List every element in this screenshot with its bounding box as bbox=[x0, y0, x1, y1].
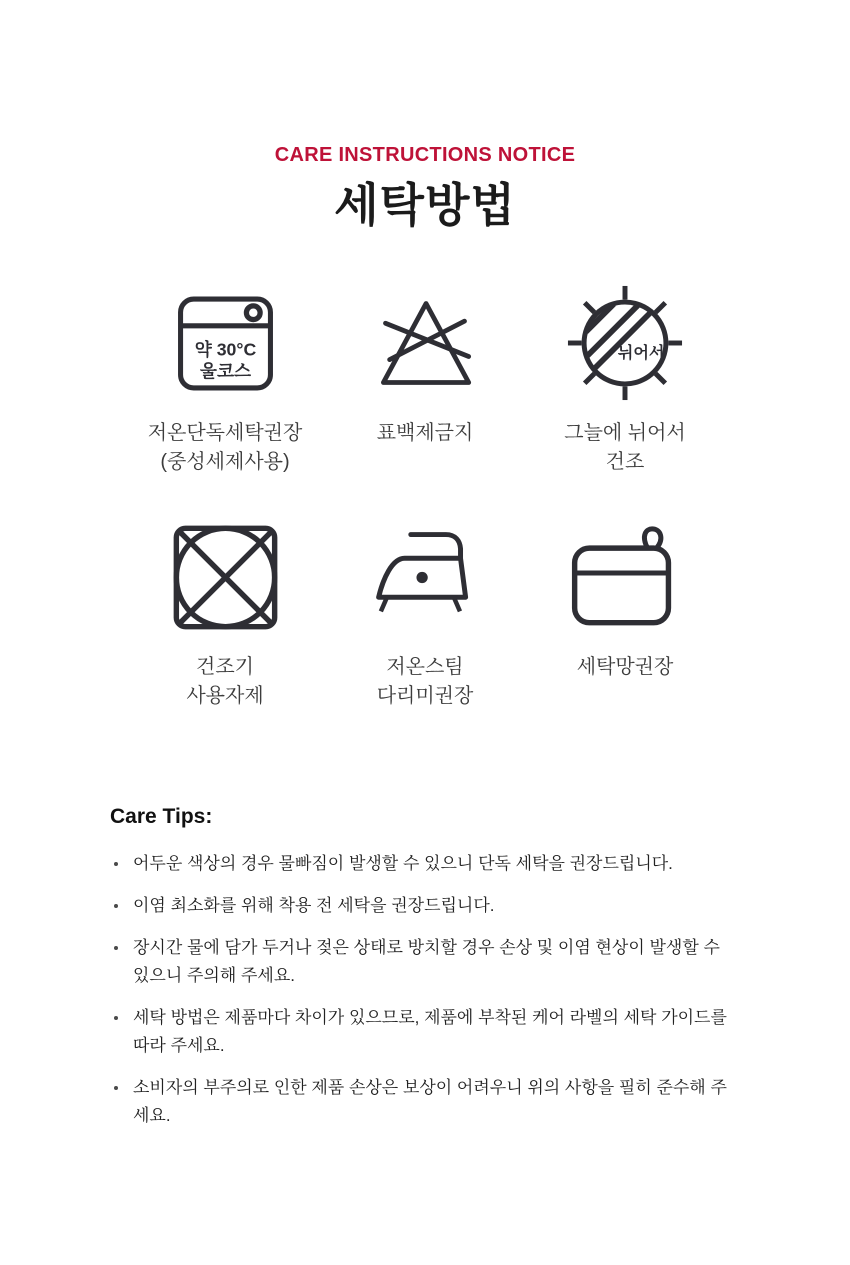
notice-header bbox=[0, 0, 850, 231]
label-line: 표백제금지 bbox=[376, 422, 474, 444]
tip-text: 어두운 색상의 경우 물빠짐이 발생할 수 있으니 단독 세탁을 권장드립니다. bbox=[133, 854, 673, 873]
label-line: 세탁망권장 bbox=[576, 656, 674, 678]
symbol-label bbox=[377, 419, 474, 448]
tip-text: 이염 최소화를 위해 착용 전 세탁을 권장드립니다. bbox=[133, 896, 495, 915]
symbol-cell-shade-dry bbox=[525, 281, 725, 477]
washing-machine-wool-30c-icon bbox=[175, 293, 276, 394]
tip-item bbox=[110, 892, 740, 920]
no-bleach-iconbox bbox=[371, 281, 479, 405]
bullet-dot-icon bbox=[114, 862, 118, 866]
care-tips-heading: Care Tips: bbox=[110, 805, 213, 828]
machine-temp-text: 약 30°C bbox=[194, 339, 256, 360]
symbol-cell-no-dryer bbox=[125, 515, 325, 711]
label-line: 건조기 bbox=[196, 656, 254, 678]
tip-item bbox=[110, 1074, 740, 1130]
tip-item bbox=[110, 934, 740, 990]
low-steam-iron-icon bbox=[369, 521, 482, 634]
symbol-label bbox=[148, 419, 303, 477]
bullet-dot-icon bbox=[114, 1016, 118, 1020]
care-tips-list bbox=[110, 850, 740, 1130]
label-line: 그늘에 뉘어서 bbox=[564, 422, 686, 444]
symbol-cell-net bbox=[525, 515, 725, 711]
bullet-dot-icon bbox=[114, 946, 118, 950]
wash-iconbox bbox=[175, 281, 276, 405]
tip-text: 소비자의 부주의로 인한 제품 손상은 보상이 어려우니 위의 사항을 필히 준수해 주세요. bbox=[133, 1078, 727, 1125]
tip-text: 장시간 물에 담가 두거나 젖은 상태로 방치할 경우 손상 및 이염 현상이 발생할 수 있으니 주의해 주세요. bbox=[133, 938, 720, 985]
symbol-label bbox=[186, 653, 263, 711]
symbol-label bbox=[377, 653, 474, 711]
label-line: 건조 bbox=[605, 451, 645, 473]
iron-iconbox bbox=[369, 515, 482, 639]
tip-text: 세탁 방법은 제품마다 차이가 있으므로, 제품에 부착된 케어 라벨의 세탁 가이드를 따라 주세요. bbox=[133, 1008, 727, 1055]
sun-inner-text: 뉘어서 bbox=[617, 343, 665, 362]
bullet-dot-icon bbox=[114, 904, 118, 908]
label-line: (중성세제사용) bbox=[160, 451, 290, 473]
shade-dry-iconbox bbox=[563, 281, 687, 405]
net-iconbox bbox=[568, 515, 683, 639]
tip-item bbox=[110, 850, 740, 878]
no-bleach-triangle-icon bbox=[371, 291, 479, 395]
machine-course-text: 울코스 bbox=[199, 360, 251, 381]
label-line: 다리미권장 bbox=[376, 685, 474, 707]
laundry-net-icon bbox=[568, 521, 683, 634]
no-tumble-dryer-icon bbox=[169, 521, 282, 634]
tip-item bbox=[110, 1004, 740, 1060]
care-tips-section bbox=[110, 804, 740, 1130]
label-line: 저온스팀 bbox=[386, 656, 464, 678]
label-line: 사용자제 bbox=[186, 685, 264, 707]
shade-dry-sun-icon bbox=[563, 281, 687, 405]
no-dryer-iconbox bbox=[169, 515, 282, 639]
label-line: 저온단독세탁권장 bbox=[147, 422, 303, 444]
care-symbols-grid bbox=[125, 281, 725, 711]
bullet-dot-icon bbox=[114, 1086, 118, 1090]
symbol-cell-wash bbox=[125, 281, 325, 477]
symbol-cell-no-bleach bbox=[325, 281, 525, 477]
symbol-label bbox=[564, 419, 685, 477]
care-notice-eyebrow: CARE INSTRUCTIONS NOTICE bbox=[274, 144, 576, 166]
symbol-label bbox=[577, 653, 674, 682]
page-title: 세탁방법 bbox=[334, 179, 516, 231]
symbol-cell-iron bbox=[325, 515, 525, 711]
